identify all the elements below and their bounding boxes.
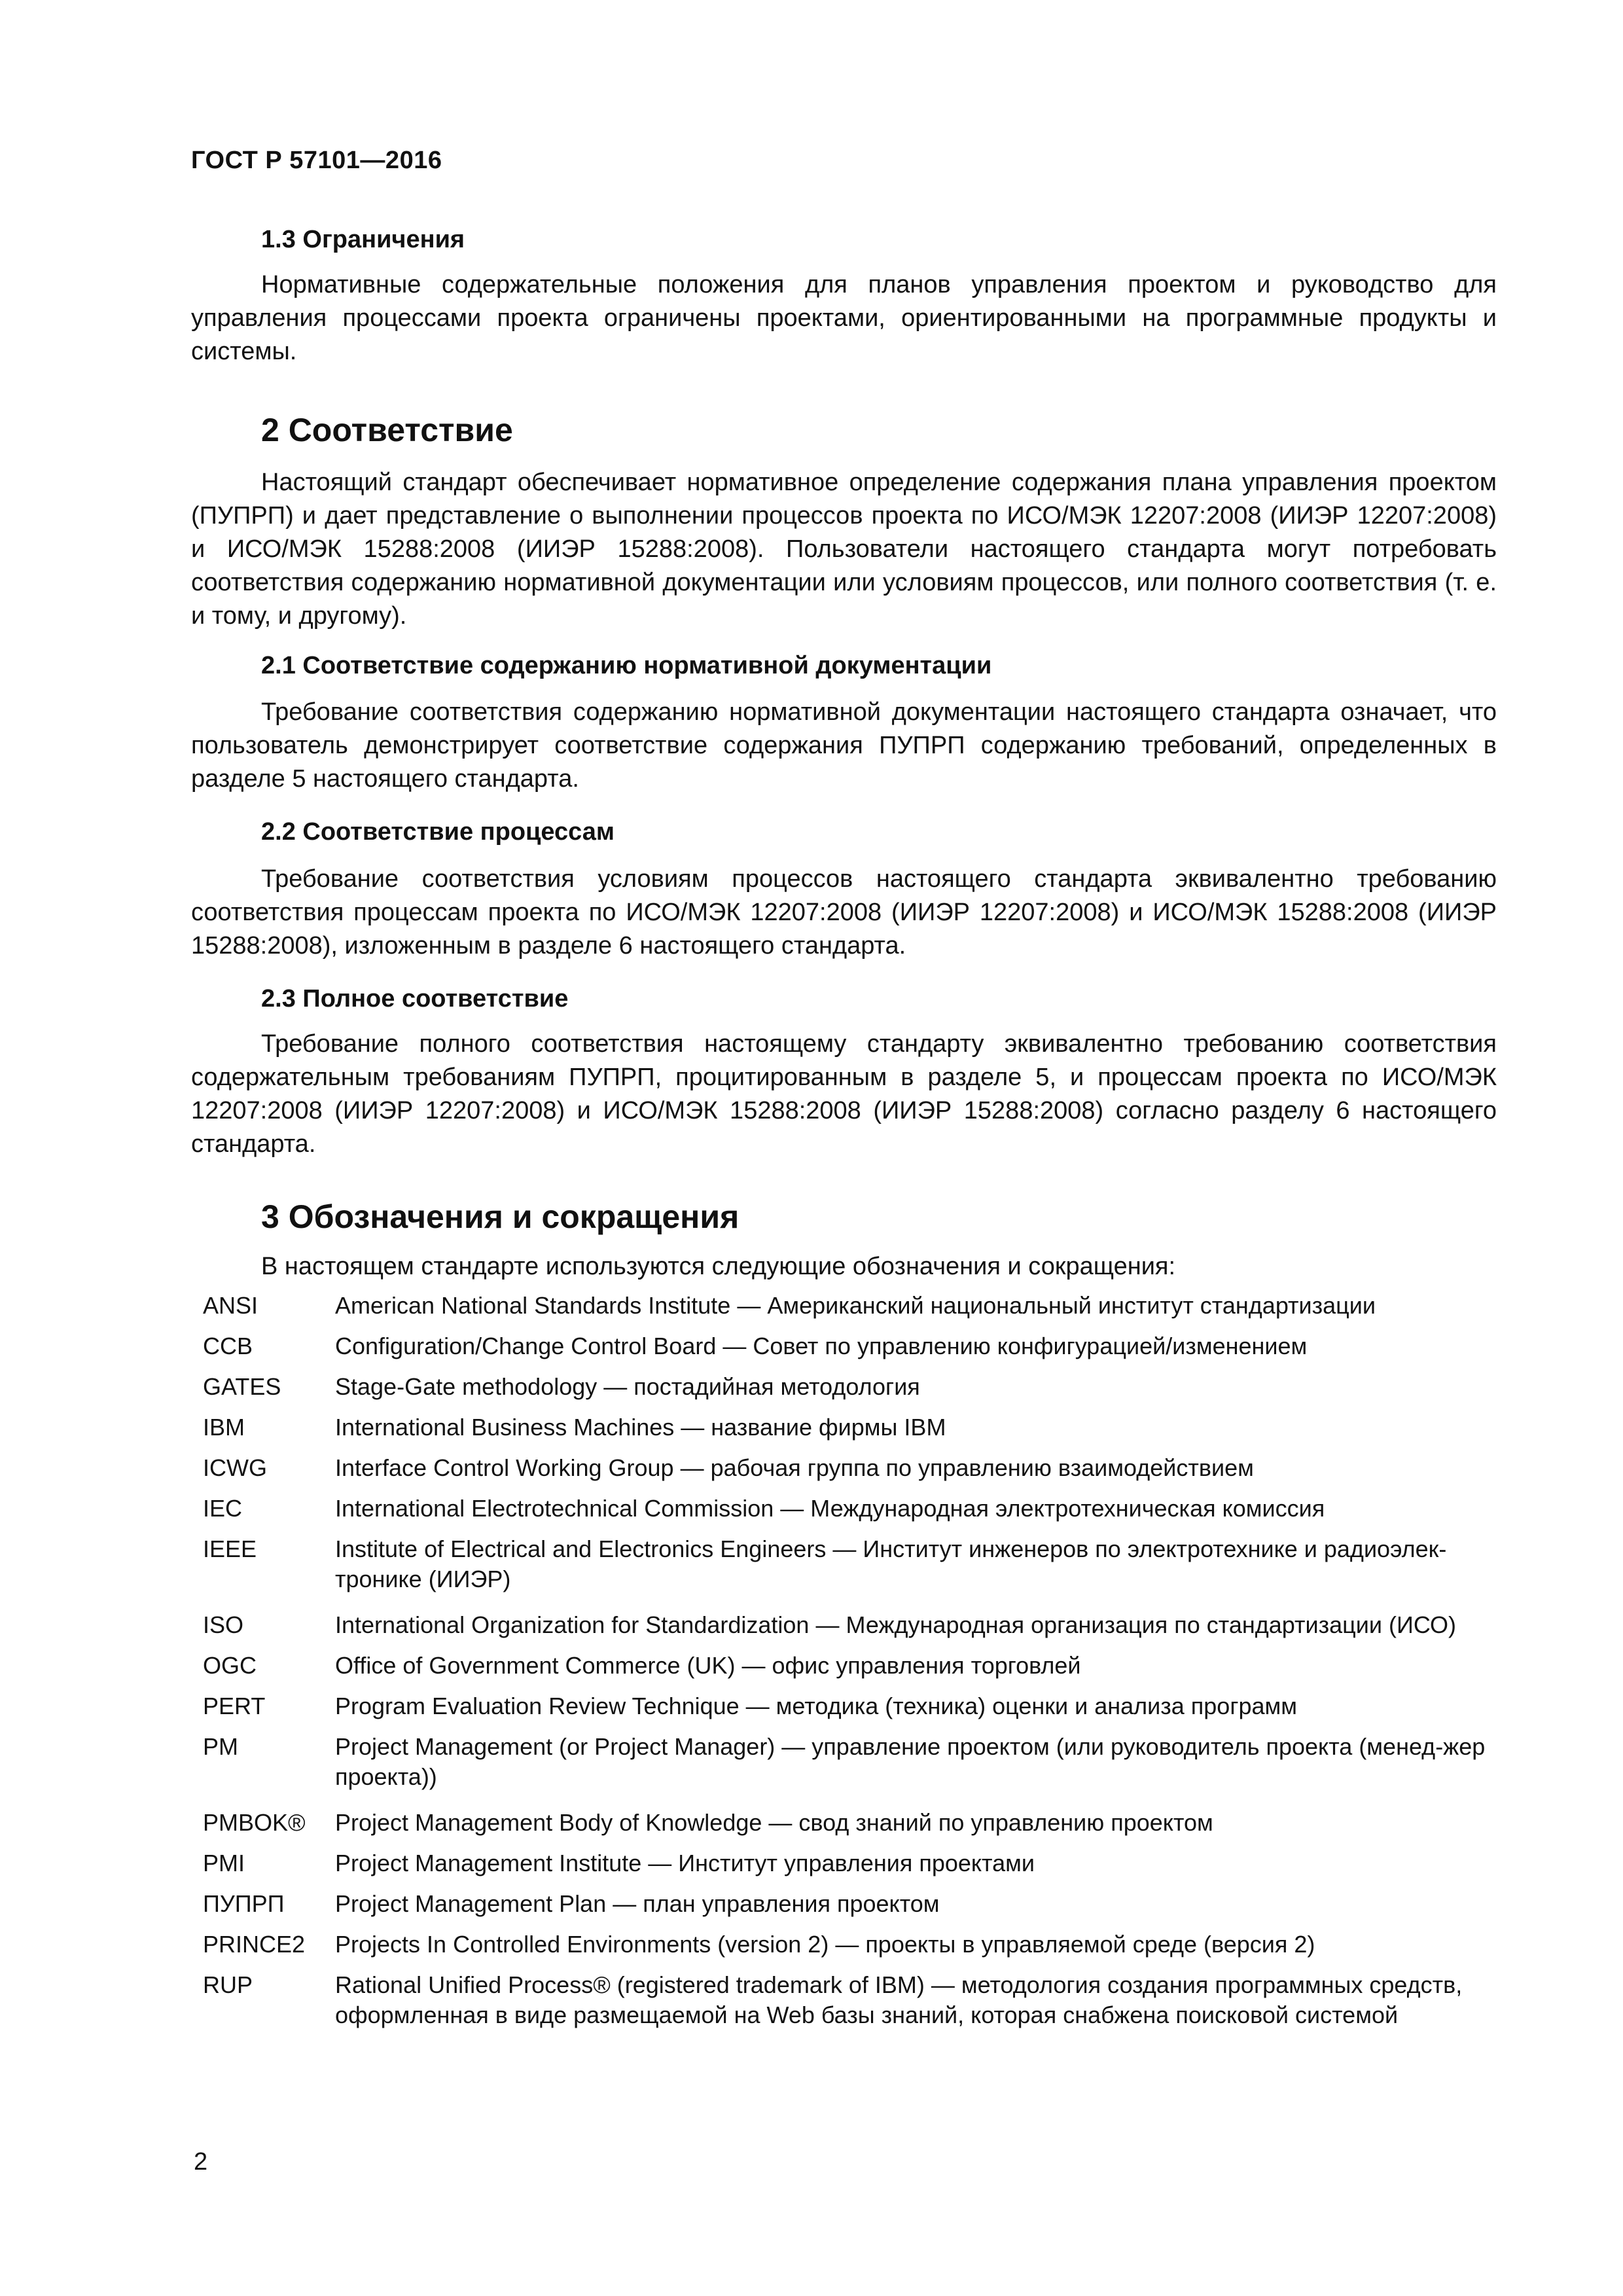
abbreviation-definition: American National Standards Institute — Американский национальный институт стандартизации (335, 1292, 1376, 1319)
section-2-2-title: 2.2 Соответствие процессам (261, 818, 615, 846)
section-2-3-title: 2.3 Полное соответствие (261, 985, 569, 1013)
abbreviation-term: ISO (203, 1611, 244, 1638)
abbreviation-term: PM (203, 1733, 238, 1760)
section-3-title: 3 Обозначения и сокращения (261, 1198, 740, 1235)
list-item (191, 1291, 1507, 1331)
abbreviation-definition: International Electrotechnical Commission — Международная электротехническая комиссия (335, 1495, 1325, 1522)
list-item (191, 1929, 1507, 1970)
abbreviation-definition: Office of Government Commerce (UK) — офис управления торговлей (335, 1652, 1081, 1679)
section-2-title: 2 Соответствие (261, 412, 513, 448)
list-item (191, 1372, 1507, 1412)
abbreviation-definition: Project Management Body of Knowledge — свод знаний по управлению проектом (335, 1809, 1213, 1836)
abbreviation-term: ПУПРП (203, 1890, 285, 1917)
page-number: 2 (194, 2148, 208, 2176)
abbreviation-term: PMBOK® (203, 1809, 306, 1836)
abbreviation-term: OGC (203, 1652, 257, 1679)
list-item (191, 1494, 1507, 1534)
abbreviation-term: IEC (203, 1495, 243, 1522)
list-item (191, 1889, 1507, 1929)
abbreviation-definition: Project Management (or Project Manager) — управление проектом (или руководитель проекта (менед-жер проекта)) (335, 1733, 1486, 1790)
abbreviation-definition: Project Management Institute — Институт управления проектами (335, 1850, 1035, 1876)
abbreviation-term: CCB (203, 1333, 253, 1359)
abbreviation-list (191, 1291, 1507, 2046)
abbreviation-term: GATES (203, 1373, 281, 1400)
abbreviation-definition: Stage-Gate methodology — постадийная методология (335, 1373, 920, 1400)
list-item (191, 1651, 1507, 1691)
list-item (191, 1331, 1507, 1372)
list-item (191, 1453, 1507, 1494)
abbreviation-definition: Configuration/Change Control Board — Совет по управлению конфигурацией/изменением (335, 1333, 1308, 1359)
list-item (191, 1732, 1507, 1808)
abbreviation-term: PMI (203, 1850, 245, 1876)
abbreviation-term: PERT (203, 1693, 266, 1719)
abbreviation-definition: Institute of Electrical and Electronics Engineers — Институт инженеров по электротехнике и радиоэлек-тронике (ИИЭР) (335, 1535, 1447, 1592)
abbreviation-definition: Rational Unified Process® (registered trademark of IBM) — методология создания программных средств, оформленная в виде размещаемой на Web базы знаний, которая снабжена поисковой системой (335, 1971, 1463, 2028)
abbreviation-definition: Project Management Plan — план управления проектом (335, 1890, 940, 1917)
section-1-3-text: Нормативные содержательные положения для планов управления проектом и руководство для управления процессами проекта ограничены проектами, ориентированными на программные продукты и системы. (191, 271, 1497, 365)
abbreviation-term: ANSI (203, 1292, 259, 1319)
section-2-1-title: 2.1 Соответствие содержанию нормативной документации (261, 652, 992, 679)
abbreviation-definition: Interface Control Working Group — рабочая группа по управлению взаимодействием (335, 1454, 1254, 1481)
section-2-text: Настоящий стандарт обеспечивает нормативное определение содержания плана управления проектом (ПУПРП) и дает представление о выполнении процессов проекта по ИСО/МЭК 12207:2008 (ИИЭР 12207:2008) и ИСО/МЭК 15288:2008 (ИИЭР 15288:2008). Пользователи настоящего стандарта могут потребовать соответствия содержанию нормативной документации или условиям процессов, или полного соответствия (т. е. и тому, и другому). (191, 469, 1497, 630)
document-id-header: ГОСТ Р 57101—2016 (191, 147, 442, 174)
abbreviation-term: IEEE (203, 1535, 257, 1562)
abbreviation-term: IBM (203, 1414, 245, 1441)
abbreviation-term: ICWG (203, 1454, 267, 1481)
list-item (191, 1848, 1507, 1889)
abbreviation-definition: Program Evaluation Review Technique — методика (техника) оценки и анализа программ (335, 1693, 1297, 1719)
abbreviation-definition: International Organization for Standardization — Международная организация по стандартизации (ИСО) (335, 1611, 1457, 1638)
list-item (191, 1691, 1507, 1732)
section-1-3-title: 1.3 Ограничения (261, 226, 465, 253)
list-item (191, 1808, 1507, 1848)
abbreviation-definition: Projects In Controlled Environments (version 2) — проекты в управляемой среде (версия 2) (335, 1931, 1315, 1958)
section-2-1-text: Требование соответствия содержанию нормативной документации настоящего стандарта означает, что пользователь демонстрирует соответствие содержания ПУПРП содержанию требований, определенных в разделе 5 настоящего стандарта. (191, 698, 1497, 793)
list-item (191, 1970, 1507, 2046)
section-2-3-text: Требование полного соответствия настоящему стандарту эквивалентно требованию соответствия содержательным требованиям ПУПРП, процитированным в разделе 5, и процессам проекта по ИСО/МЭК 12207:2008 (ИИЭР 12207:2008) и ИСО/МЭК 15288:2008 (ИИЭР 15288:2008) согласно разделу 6 настоящего стандарта. (191, 1030, 1497, 1158)
section-2-2-text: Требование соответствия условиям процессов настоящего стандарта эквивалентно требованию соответствия процессам проекта по ИСО/МЭК 12207:2008 (ИИЭР 12207:2008) и ИСО/МЭК 15288:2008 (ИИЭР 15288:2008), изложенным в разделе 6 настоящего стандарта. (191, 865, 1497, 960)
list-item (191, 1412, 1507, 1453)
abbreviation-term: RUP (203, 1971, 253, 1998)
section-3-intro: В настоящем стандарте используются следующие обозначения и сокращения: (261, 1253, 1176, 1280)
abbreviation-definition: International Business Machines — название фирмы IBM (335, 1414, 946, 1441)
list-item (191, 1534, 1507, 1610)
abbreviation-term: PRINCE2 (203, 1931, 306, 1958)
list-item (191, 1610, 1507, 1651)
